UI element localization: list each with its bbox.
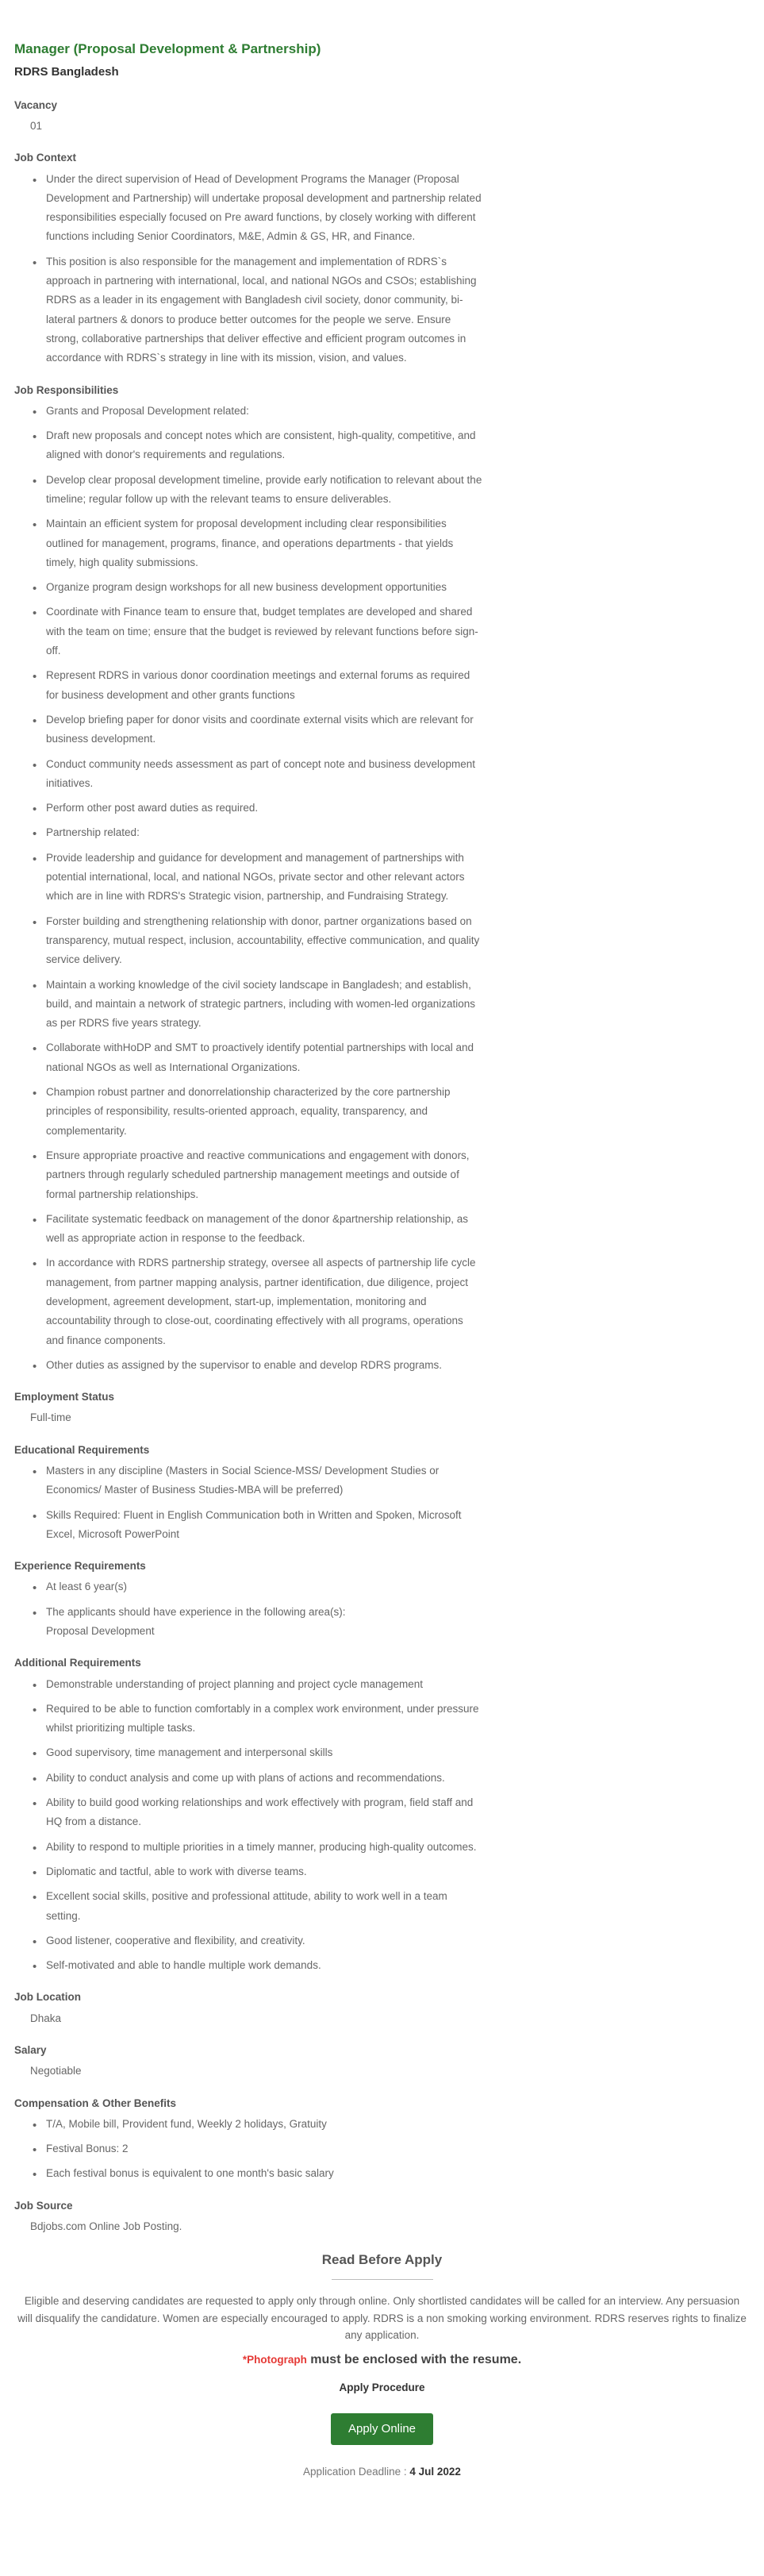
job-title: Manager (Proposal Development & Partnership) <box>14 41 321 56</box>
job-details <box>14 40 482 2236</box>
list-item: • Ability to build good working relationships and work effectively with program, field staff and HQ from a distance. <box>30 1793 482 1832</box>
list-item: • Self-motivated and able to handle multiple work demands. <box>30 1956 482 1975</box>
list-item: • T/A, Mobile bill, Provident fund, Weekly 2 holidays, Gratuity <box>30 2115 482 2134</box>
deadline-label: Application Deadline : <box>303 2465 410 2478</box>
list-item: • Perform other post award duties as required. <box>30 799 482 818</box>
list-item: • Facilitate systematic feedback on management of the donor &partnership relationship, as well as appropriate action in response to the feedback. <box>30 1210 482 1249</box>
compensation-section <box>14 2096 482 2184</box>
list-item: • Maintain an efficient system for proposal development including clear responsibilities outlined for management, programs, finance, and operations departments - that yields timely, high quality submissions. <box>30 514 482 572</box>
section-heading: Job Source <box>14 2199 73 2212</box>
list-item: • Good listener, cooperative and flexibility, and creativity. <box>30 1931 482 1950</box>
section-heading: Job Location <box>14 1991 81 2004</box>
list-item: • Partnership related: <box>30 823 482 842</box>
list-item: • In accordance with RDRS partnership strategy, oversee all aspects of partnership life cycle management, from partner mapping analysis, partner identification, due diligence, project development, agreement development, start-up, implementation, monitoring and accountability through to close-out, coordinating effectively with all programs, operations and finance components. <box>30 1253 482 1350</box>
list-item <box>30 1603 482 1642</box>
list-item: • Develop clear proposal development timeline, provide early notification to relevant about the timeline; regular follow up with the relevant teams to ensure deliverables. <box>30 471 482 510</box>
list-item: • Excellent social skills, positive and professional attitude, ability to work well in a team setting. <box>30 1887 482 1926</box>
compensation-list <box>14 2115 482 2184</box>
job-location-section <box>14 1989 482 2028</box>
section-heading: Vacancy <box>14 98 58 111</box>
list-item: • Good supervisory, time management and interpersonal skills <box>30 1743 482 1762</box>
photograph-requirement-text: must be enclosed with the resume. <box>306 2352 522 2366</box>
job-context-section <box>14 150 482 368</box>
section-heading: Experience Requirements <box>14 1560 146 1573</box>
salary-value: Negotiable <box>30 2065 82 2077</box>
divider <box>332 2279 433 2280</box>
list-item: • Masters in any discipline (Masters in Social Science-MSS/ Development Studies or Economics/ Master of Business Studies-MBA will be preferred) <box>30 1461 482 1500</box>
vacancy-value: 01 <box>30 120 43 133</box>
employment-status-value: Full-time <box>30 1411 71 1424</box>
job-location-value: Dhaka <box>30 2012 62 2024</box>
section-heading: Employment Status <box>14 1391 115 1404</box>
list-item: • Provide leadership and guidance for development and management of partnerships with potential international, local, and national NGOs, private sector and other relevant actors which are in line with RDRS's Strategic vision, partnership, and Fundraising Strategy. <box>30 849 482 907</box>
list-item: • Each festival bonus is equivalent to one month's basic salary <box>30 2164 482 2183</box>
list-item: • Draft new proposals and concept notes which are consistent, high-quality, competitive, and aligned with donor's requirements and regulations. <box>30 426 482 465</box>
job-source-section <box>14 2198 482 2237</box>
educational-requirements-section <box>14 1442 482 1544</box>
list-item: • Diplomatic and tactful, able to work with diverse teams. <box>30 1862 482 1881</box>
company-name: RDRS Bangladesh <box>14 64 119 79</box>
photograph-requirement <box>14 2349 750 2372</box>
list-item: • Demonstrable understanding of project planning and project cycle management <box>30 1675 482 1694</box>
section-heading: Educational Requirements <box>14 1443 150 1456</box>
list-item: • Ensure appropriate proactive and reactive communications and engagement with donors, partners through regularly scheduled partnership management meetings and outside of formal partnership relationships. <box>30 1146 482 1204</box>
list-item: • At least 6 year(s) <box>30 1577 482 1596</box>
apply-online-button[interactable]: Apply Online <box>331 2413 433 2445</box>
vacancy-section <box>14 98 482 137</box>
list-item: • Collaborate withHoDP and SMT to proactively identify potential partnerships with local and national NGOs as well as International Organizations. <box>30 1038 482 1077</box>
additional-requirements-list <box>14 1675 482 1976</box>
list-item: • Under the direct supervision of Head of Development Programs the Manager (Proposal Development and Partnership) will undertake proposal development and partnership related responsibilities especially focused on Pre award functions, by closely working with different functions including Senior Coordinators, M&E, Admin & GS, HR, and Finance. <box>30 170 482 247</box>
section-heading: Compensation & Other Benefits <box>14 2097 177 2109</box>
list-item: • Coordinate with Finance team to ensure that, budget templates are developed and shared with the team on time; ensure that the budget is reviewed by relevant functions before sign-off. <box>30 603 482 660</box>
experience-area-intro: • The applicants should have experience in the following area(s): <box>46 1605 346 1618</box>
experience-area: Proposal Development <box>46 1625 155 1637</box>
employment-status-section <box>14 1389 482 1428</box>
list-item: • Grants and Proposal Development related: <box>30 402 482 421</box>
section-heading: Job Context <box>14 152 77 164</box>
additional-requirements-section <box>14 1655 482 1975</box>
list-item: • Champion robust partner and donorrelationship characterized by the core partnership principles of responsibility, results-oriented approach, equality, transparency, and complementarity. <box>30 1083 482 1141</box>
section-heading: Additional Requirements <box>14 1657 141 1669</box>
section-heading: Job Responsibilities <box>14 383 119 396</box>
job-source-value: Bdjobs.com Online Job Posting. <box>30 2220 182 2232</box>
job-context-list <box>14 170 482 368</box>
salary-section <box>14 2043 482 2081</box>
deadline-value: 4 Jul 2022 <box>409 2465 461 2478</box>
responsibilities-list <box>14 402 482 1375</box>
job-responsibilities-section <box>14 383 482 1376</box>
experience-list <box>14 1577 482 1641</box>
apply-section <box>14 2251 750 2482</box>
read-before-apply-heading: Read Before Apply <box>321 2252 443 2268</box>
experience-requirements-section <box>14 1558 482 1641</box>
application-deadline <box>14 2462 750 2482</box>
section-heading: Salary <box>14 2043 47 2056</box>
list-item: • Maintain a working knowledge of the civil society landscape in Bangladesh; and establish, build, and maintain a network of strategic partners, including with women-led organizations as per RDRS five years strategy. <box>30 976 482 1034</box>
list-item: • This position is also responsible for the management and implementation of RDRS`s approach in partnering with international, local, and national NGOs and CSOs; establishing RDRS as a leader in its engagement with Bangladesh civil society, donor community, bi-lateral partners & donors to produce better outcomes for the people we serve. Ensure strong, collaborative partnerships that deliver effective and efficient program outcomes in accordance with RDRS`s strategy in line with its mission, vision, and values. <box>30 252 482 368</box>
apply-procedure-title: Apply Procedure <box>339 2381 425 2393</box>
list-item: • Ability to conduct analysis and come up with plans of actions and recommendations. <box>30 1769 482 1788</box>
list-item: • Develop briefing paper for donor visits and coordinate external visits which are relevant for business development. <box>30 710 482 749</box>
apply-notice: Eligible and deserving candidates are requested to apply only through online. Only shortlisted candidates will be called for an interview. Any persuasion will disqualify the candidature. Women are especially encouraged to apply. RDRS is a non smoking working environment. RDRS reserves rights to finalize any application. <box>17 2294 747 2342</box>
photograph-required-label: *Photograph <box>242 2353 307 2366</box>
list-item: • Required to be able to function comfortably in a complex work environment, under pressure whilst prioritizing multiple tasks. <box>30 1700 482 1739</box>
list-item: • Organize program design workshops for all new business development opportunities <box>30 578 482 597</box>
list-item: • Represent RDRS in various donor coordination meetings and external forums as required for business development and other grants functions <box>30 666 482 705</box>
list-item: • Ability to respond to multiple priorities in a timely manner, producing high-quality outcomes. <box>30 1838 482 1857</box>
list-item: • Forster building and strengthening relationship with donor, partner organizations based on transparency, mutual respect, inclusion, accountability, effective communication, and quality service delivery. <box>30 912 482 970</box>
list-item: • Other duties as assigned by the supervisor to enable and develop RDRS programs. <box>30 1356 482 1375</box>
list-item: • Festival Bonus: 2 <box>30 2139 482 2158</box>
education-list <box>14 1461 482 1544</box>
list-item: • Conduct community needs assessment as part of concept note and business development initiatives. <box>30 755 482 794</box>
list-item: • Skills Required: Fluent in English Communication both in Written and Spoken, Microsoft Excel, Microsoft PowerPoint <box>30 1506 482 1545</box>
